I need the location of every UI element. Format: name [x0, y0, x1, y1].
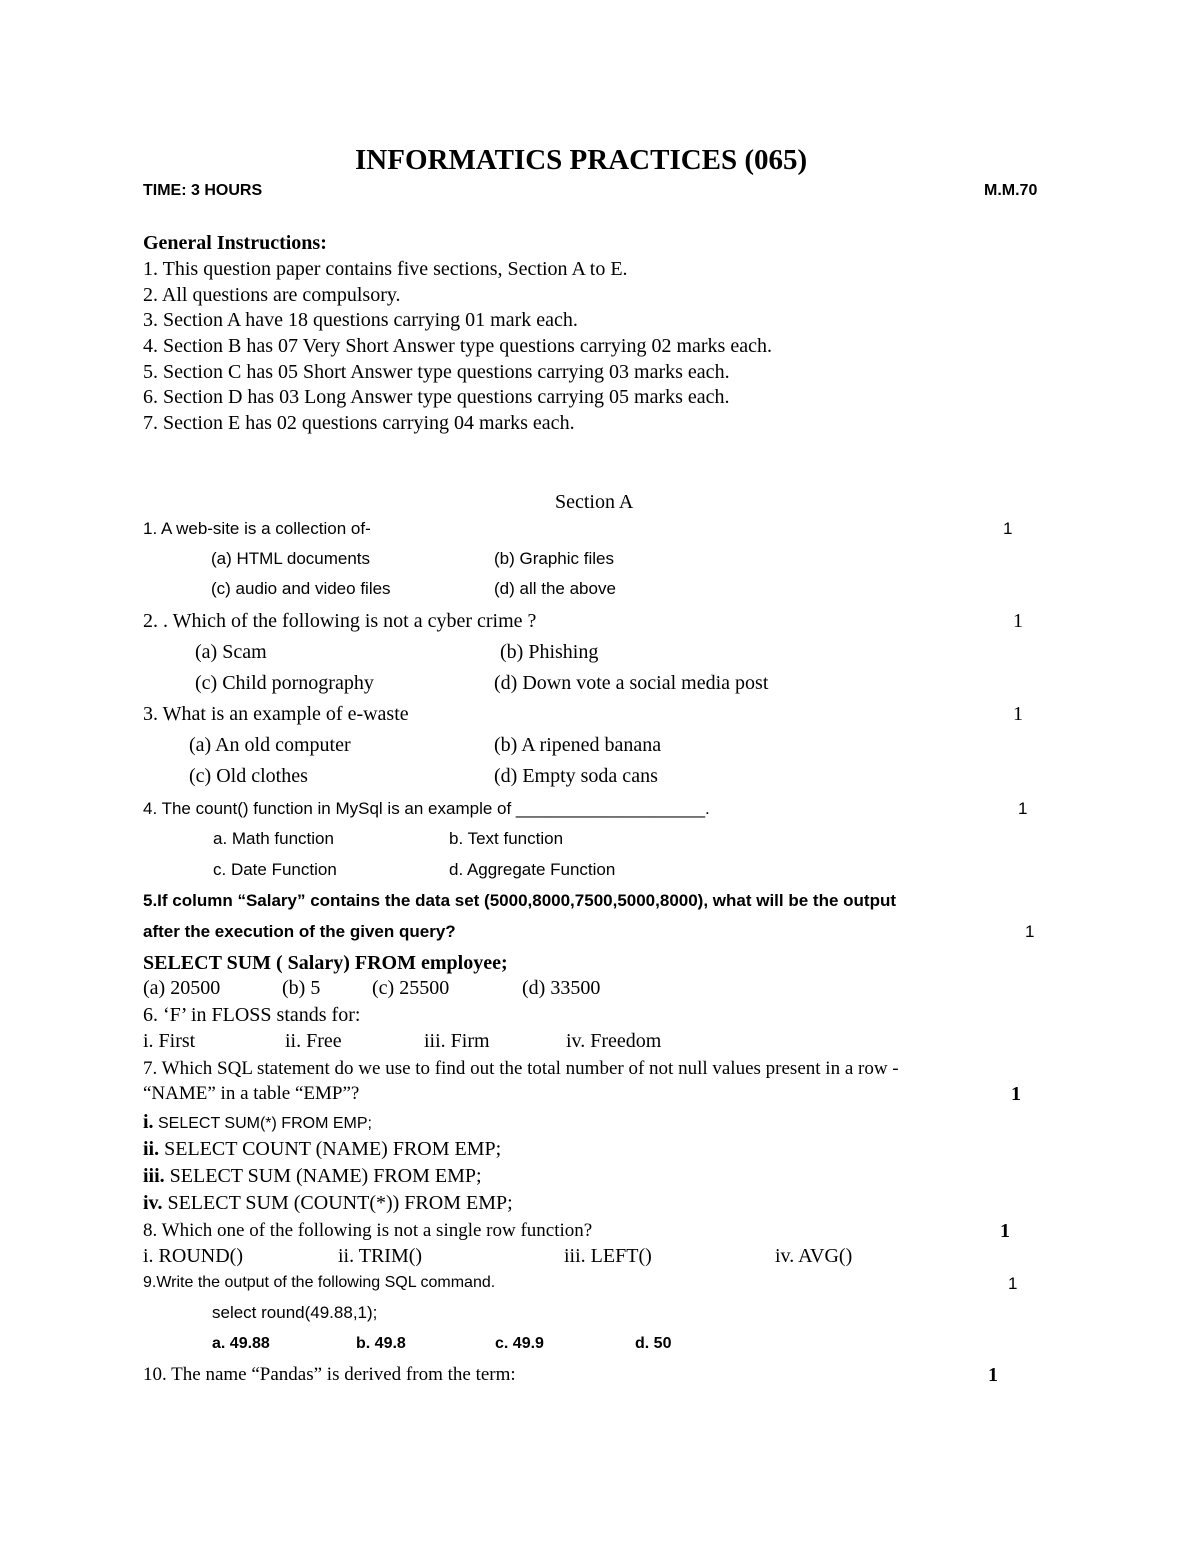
option — [143, 1166, 482, 1186]
question-2: 2. . Which of the following is not a cyber crime ? — [143, 610, 537, 632]
instruction-item: 5. Section C has 05 Short Answer type questions carrying 03 marks each. — [143, 361, 730, 383]
question-6: 6. ‘F’ in FLOSS stands for: — [143, 1004, 361, 1026]
sql-command: select round(49.88,1); — [212, 1303, 378, 1322]
question-2-marks: 1 — [1013, 610, 1023, 632]
option: (c) Child pornography — [195, 672, 374, 694]
question-4-marks: 1 — [1018, 799, 1028, 818]
option: b. 49.8 — [356, 1335, 406, 1352]
instruction-item: 1. This question paper contains five sections, Section A to E. — [143, 258, 628, 280]
option-number: iii. — [143, 1165, 165, 1187]
option: d. Aggregate Function — [449, 860, 616, 879]
option: (c) Old clothes — [189, 765, 308, 787]
option: a. Math function — [213, 829, 334, 848]
question-8-marks: 1 — [1000, 1220, 1010, 1242]
instruction-item: 3. Section A have 18 questions carrying 01 mark each. — [143, 309, 578, 331]
option: iv. Freedom — [566, 1030, 662, 1052]
option: ii. TRIM() — [338, 1245, 423, 1267]
question-9-marks: 1 — [1008, 1274, 1018, 1293]
option: (a) 20500 — [143, 977, 221, 999]
option: iv. AVG() — [775, 1245, 853, 1267]
option: (a) Scam — [195, 641, 267, 663]
option: c. Date Function — [213, 860, 337, 879]
question-1-marks: 1 — [1003, 519, 1013, 538]
option — [143, 1112, 372, 1132]
option-number: i. — [143, 1111, 154, 1133]
option: (d) Down vote a social media post — [494, 672, 769, 694]
option: (b) A ripened banana — [494, 734, 662, 756]
option: (d) Empty soda cans — [494, 765, 658, 787]
option-text: SELECT SUM (NAME) FROM EMP; — [164, 1165, 482, 1187]
option-number: iv. — [143, 1192, 163, 1214]
section-heading: Section A — [555, 491, 634, 513]
instructions-heading: General Instructions: — [143, 232, 327, 254]
option: (d) all the above — [494, 579, 616, 598]
question-5: 5.If column “Salary” contains the data set (5000,8000,7500,5000,8000), what will be the output — [143, 891, 896, 910]
option-text: SELECT SUM(*) FROM EMP; — [153, 1115, 372, 1132]
option-text: SELECT COUNT (NAME) FROM EMP; — [159, 1138, 502, 1160]
page-title: INFORMATICS PRACTICES (065) — [355, 144, 808, 176]
question-7-marks: 1 — [1011, 1083, 1021, 1105]
option: d. 50 — [635, 1335, 672, 1352]
option-number: ii. — [143, 1138, 160, 1160]
option: (a) HTML documents — [211, 549, 371, 568]
question-10-marks: 1 — [988, 1364, 998, 1386]
option — [143, 1193, 513, 1213]
option: a. 49.88 — [212, 1335, 270, 1352]
question-5-marks: 1 — [1025, 922, 1035, 941]
option-text: SELECT SUM (COUNT(*)) FROM EMP; — [162, 1192, 513, 1214]
option: c. 49.9 — [495, 1335, 544, 1352]
option: iii. Firm — [424, 1030, 490, 1052]
option — [143, 1139, 501, 1159]
question-10: 10. The name “Pandas” is derived from the term: — [143, 1364, 516, 1385]
instruction-item: 7. Section E has 02 questions carrying 04 marks each. — [143, 412, 575, 434]
option: b. Text function — [449, 829, 564, 848]
option: ii. Free — [285, 1030, 342, 1052]
instruction-item: 2. All questions are compulsory. — [143, 284, 401, 306]
question-7-continued: “NAME” in a table “EMP”? — [143, 1083, 360, 1104]
option: (b) 5 — [282, 977, 321, 999]
instruction-item: 4. Section B has 07 Very Short Answer type questions carrying 02 marks each. — [143, 335, 772, 357]
option: (d) 33500 — [522, 977, 601, 999]
question-3-marks: 1 — [1013, 703, 1023, 725]
option: (a) An old computer — [189, 734, 351, 756]
option: iii. LEFT() — [564, 1245, 652, 1267]
time-label: TIME: 3 HOURS — [143, 182, 263, 199]
question-8: 8. Which one of the following is not a single row function? — [143, 1220, 593, 1241]
option: (b) Graphic files — [494, 549, 614, 568]
question-4: 4. The count() function in MySql is an example of ____________________. — [143, 799, 710, 818]
question-7: 7. Which SQL statement do we use to find out the total number of not null values present in a row - — [143, 1058, 899, 1079]
question-3: 3. What is an example of e-waste — [143, 703, 409, 725]
instruction-item: 6. Section D has 03 Long Answer type questions carrying 05 marks each. — [143, 386, 730, 408]
option: (b) Phishing — [500, 641, 599, 663]
max-marks-label: M.M.70 — [984, 182, 1038, 199]
option: i. ROUND() — [143, 1245, 243, 1267]
question-9: 9.Write the output of the following SQL command. — [143, 1274, 496, 1291]
question-1: 1. A web-site is a collection of- — [143, 519, 371, 538]
sql-query: SELECT SUM ( Salary) FROM employee; — [143, 952, 508, 974]
question-5-continued: after the execution of the given query? — [143, 922, 456, 941]
option: (c) audio and video files — [211, 579, 391, 598]
option: (c) 25500 — [372, 977, 450, 999]
option: i. First — [143, 1030, 196, 1052]
